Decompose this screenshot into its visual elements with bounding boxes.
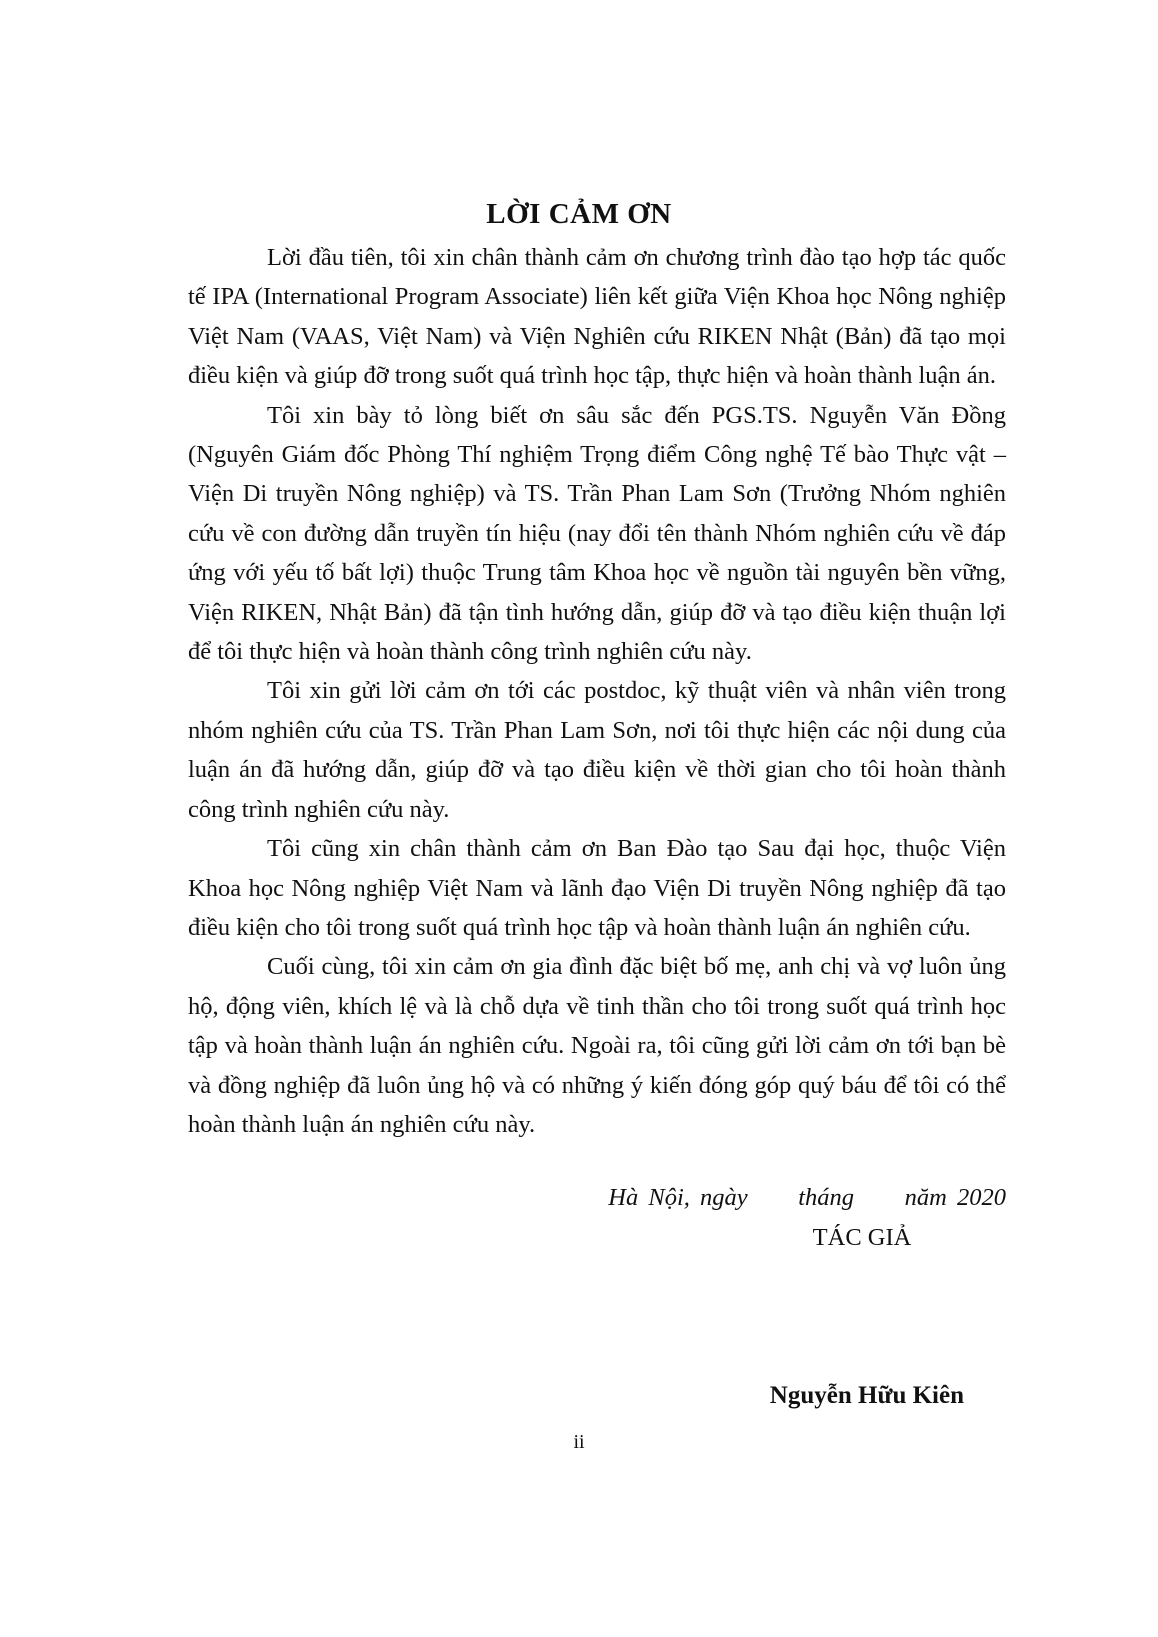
author-label: TÁC GIẢ [812, 1224, 912, 1251]
paragraph-4: Tôi cũng xin chân thành cảm ơn Ban Đào tạo Sau đại học, thuộc Viện Khoa học Nông nghiệp Việt Nam và lãnh đạo Viện Di truyền Nông nghiệp đã tạo điều kiện cho tôi trong suốt quá trình học tập và hoàn thành luận án nghiên cứu. [188, 835, 1006, 941]
page-number: ii [573, 1431, 585, 1453]
page-title: LỜI CẢM ƠN [486, 198, 672, 230]
acknowledgement-body [188, 238, 1006, 1144]
place-date-line: Hà Nội, ngày tháng năm 2020 [608, 1184, 1006, 1211]
author-name: Nguyễn Hữu Kiên [769, 1382, 964, 1409]
paragraph-1: Lời đầu tiên, tôi xin chân thành cảm ơn chương trình đào tạo hợp tác quốc tế IPA (International Program Associate) liên kết giữa Viện Khoa học Nông nghiệp Việt Nam (VAAS, Việt Nam) và Viện Nghiên cứu RIKEN Nhật (Bản) đã tạo mọi điều kiện và giúp đỡ trong suốt quá trình học tập, thực hiện và hoàn thành luận án. [188, 244, 1006, 390]
paragraph-3: Tôi xin gửi lời cảm ơn tới các postdoc, kỹ thuật viên và nhân viên trong nhóm nghiên cứu của TS. Trần Phan Lam Sơn, nơi tôi thực hiện các nội dung của luận án đã hướng dẫn, giúp đỡ và tạo điều kiện về thời gian cho tôi hoàn thành công trình nghiên cứu này. [188, 677, 1006, 823]
paragraph-5: Cuối cùng, tôi xin cảm ơn gia đình đặc biệt bố mẹ, anh chị và vợ luôn ủng hộ, động viên, khích lệ và là chỗ dựa về tinh thần cho tôi trong suốt quá trình học tập và hoàn thành luận án nghiên cứu. Ngoài ra, tôi cũng gửi lời cảm ơn tới bạn bè và đồng nghiệp đã luôn ủng hộ và có những ý kiến đóng góp quý báu để tôi có thể hoàn thành luận án nghiên cứu này. [188, 953, 1006, 1138]
paragraph-2: Tôi xin bày tỏ lòng biết ơn sâu sắc đến PGS.TS. Nguyễn Văn Đồng (Nguyên Giám đốc Phòng Thí nghiệm Trọng điểm Công nghệ Tế bào Thực vật – Viện Di truyền Nông nghiệp) và TS. Trần Phan Lam Sơn (Trưởng Nhóm nghiên cứu về con đường dẫn truyền tín hiệu (nay đổi tên thành Nhóm nghiên cứu về đáp ứng với yếu tố bất lợi) thuộc Trung tâm Khoa học về nguồn tài nguyên bền vững, Viện RIKEN, Nhật Bản) đã tận tình hướng dẫn, giúp đỡ và tạo điều kiện thuận lợi để tôi thực hiện và hoàn thành công trình nghiên cứu này. [188, 401, 1006, 666]
